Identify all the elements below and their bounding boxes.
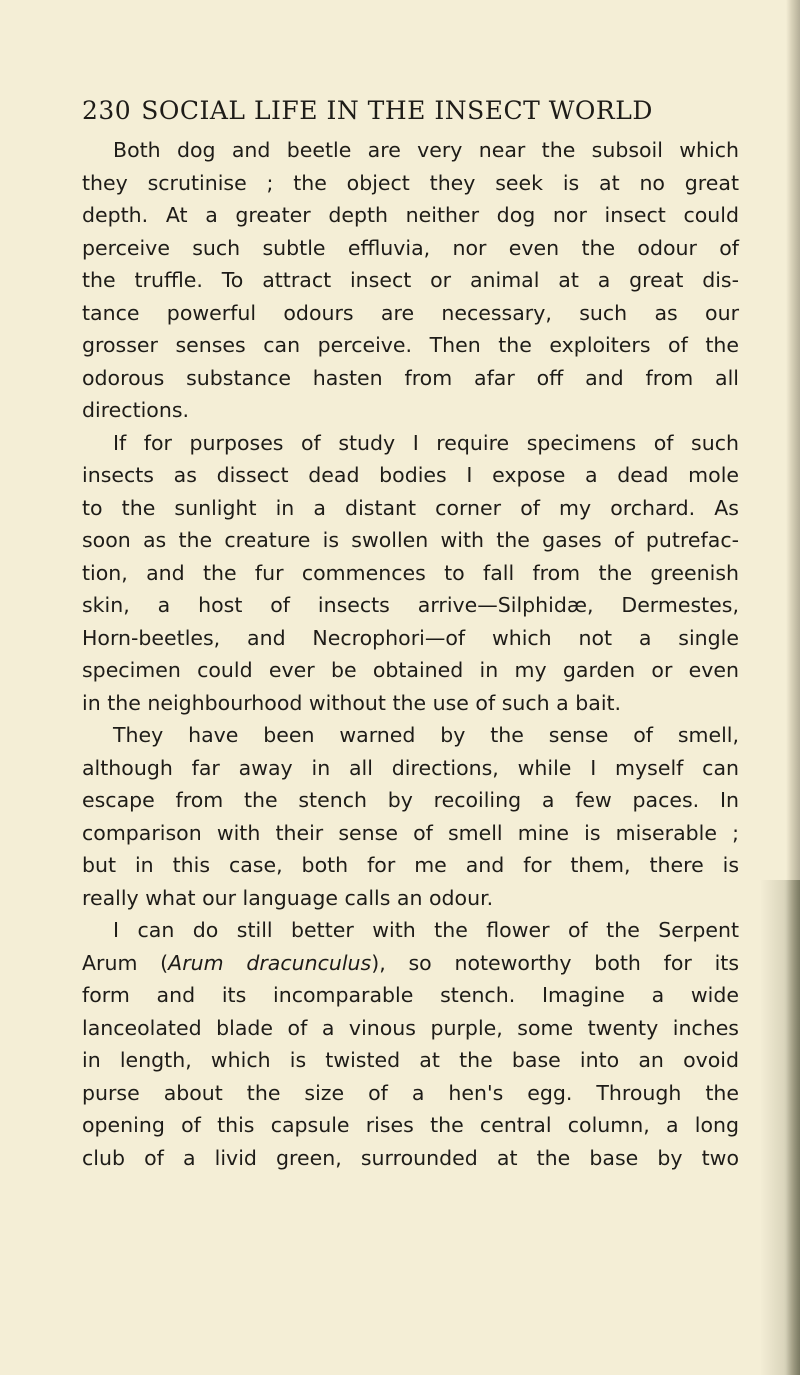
text-line: I can do still better with the flower of the Serpent [113, 918, 739, 942]
text-line: grosser senses can perceive. Then the exploiters of the [82, 333, 739, 357]
text-line: Arum (Arum dracunculus), so noteworthy both for its [82, 950, 739, 975]
text-line: escape from the stench by recoiling a few paces. In [82, 788, 739, 812]
text-line: soon as the creature is swollen with the gases of putrefac- [82, 528, 739, 552]
text-line: purse about the size of a hen's egg. Through the [82, 1080, 739, 1105]
page-edge-stain [760, 880, 800, 1375]
running-head [82, 96, 742, 125]
text-line: perceive such subtle effluvia, nor even the odour of [82, 235, 739, 260]
text-line: tion, and the fur commences to fall from the greenish [82, 560, 739, 585]
text-line: the truffle. To attract insect or animal at a great dis- [82, 268, 739, 292]
text-line: skin, a host of insects arrive—Silphidæ, Dermestes, [82, 593, 739, 617]
text-line: Horn-beetles, and Necrophori—of which not a single [82, 625, 739, 650]
text-line: depth. At a greater depth neither dog nor insect could [82, 203, 739, 227]
text-line: in length, which is twisted at the base into an ovoid [82, 1048, 739, 1072]
text-line: really what our language calls an odour. [82, 885, 494, 910]
text-line: lanceolated blade of a vinous purple, some twenty inches [82, 1015, 739, 1040]
text-line: tance powerful odours are necessary, such as our [82, 300, 739, 325]
text-line: opening of this capsule rises the central column, a long [82, 1113, 739, 1137]
text-line: odorous substance hasten from afar off and from all [82, 365, 739, 390]
text-line: in the neighbourhood without the use of such a bait. [82, 690, 622, 715]
text-line: Both dog and beetle are very near the subsoil which [113, 138, 739, 162]
text-line: They have been warned by the sense of smell, [113, 723, 739, 747]
text-line: form and its incomparable stench. Imagine a wide [82, 983, 739, 1007]
text-line: comparison with their sense of smell mine is miserable ; [82, 820, 739, 845]
text-line: insects as dissect dead bodies I expose a dead mole [82, 463, 739, 487]
page-number: 230 [82, 96, 132, 125]
species-name: Arum dracunculus [168, 950, 372, 975]
text-line: If for purposes of study I require specimens of such [113, 430, 739, 455]
text-line: club of a livid green, surrounded at the base by two [82, 1145, 739, 1170]
text-line: to the sunlight in a distant corner of my orchard. As [82, 495, 739, 520]
text-line: directions. [82, 398, 190, 422]
body-text [82, 134, 739, 1174]
book-title: SOCIAL LIFE IN THE INSECT WORLD [141, 96, 653, 125]
text-line: specimen could ever be obtained in my garden or even [82, 658, 739, 682]
text-line: although far away in all directions, while I myself can [82, 755, 739, 780]
text-line: but in this case, both for me and for them, there is [82, 853, 739, 877]
text-line: they scrutinise ; the object they seek is at no great [82, 170, 739, 195]
